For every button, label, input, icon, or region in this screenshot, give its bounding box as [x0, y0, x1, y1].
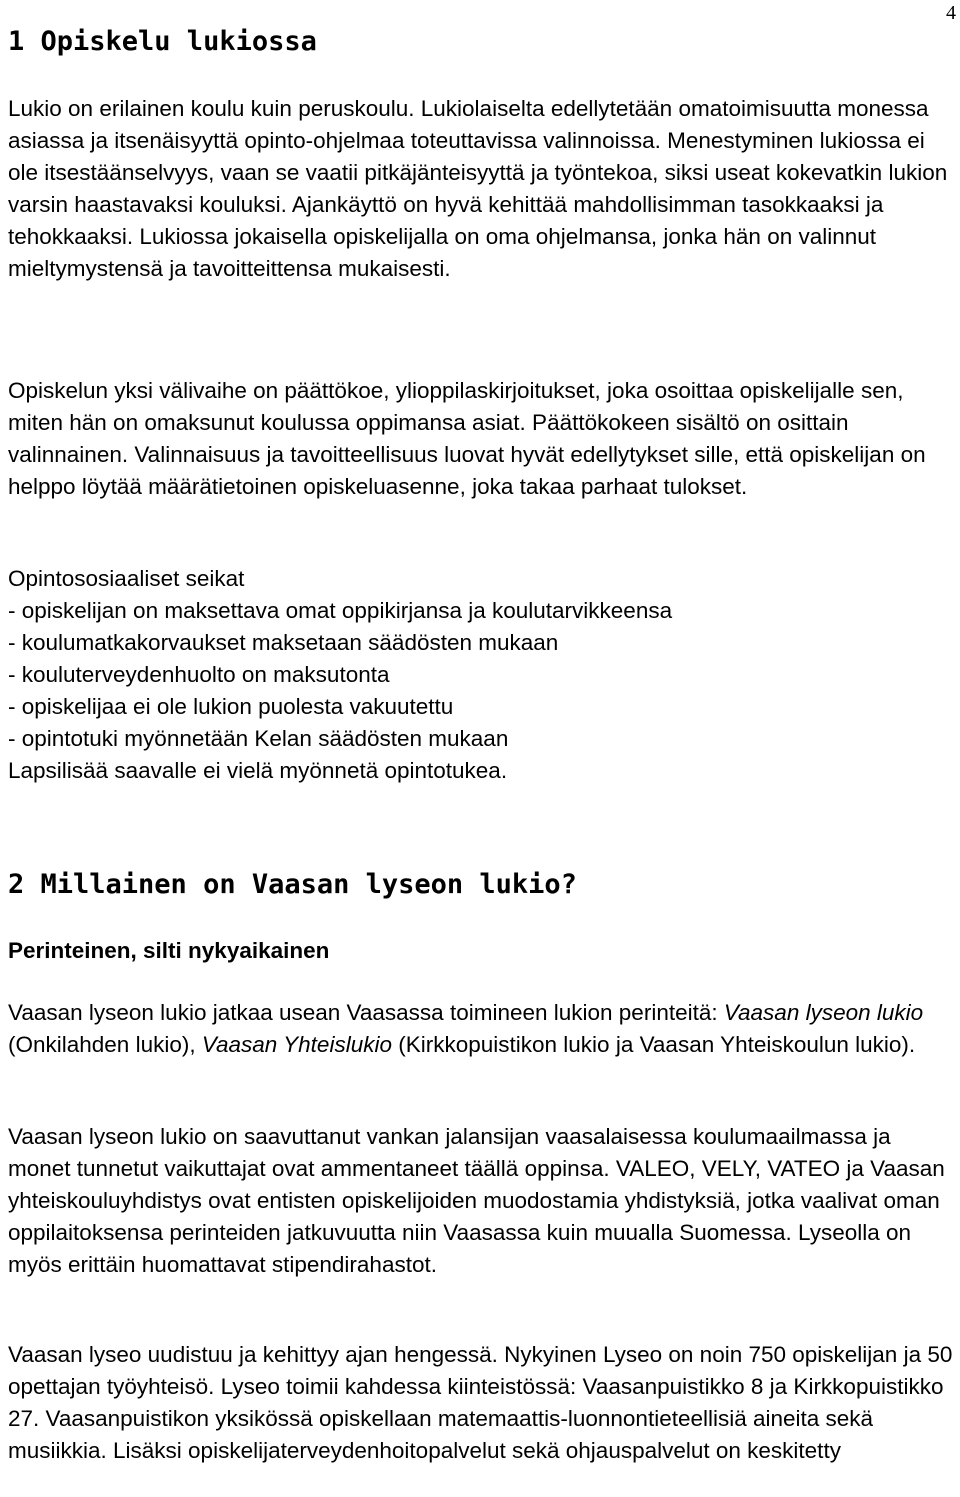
section-1-title: 1 Opiskelu lukiossa — [8, 26, 317, 57]
school-name-italic: Vaasan Yhteislukio — [201, 1032, 392, 1057]
list-item: - opiskelijaa ei ole lukion puolesta vakuutettu — [8, 694, 454, 719]
section-2-title: 2 Millainen on Vaasan lyseon lukio? — [8, 869, 577, 900]
page-number: 4 — [946, 2, 956, 24]
paragraph-text: (Onkilahden lukio), — [8, 1032, 202, 1057]
paragraph-text: (Kirkkopuistikon lukio ja Vaasan Yhteiskoulun lukio). — [391, 1032, 916, 1057]
section-2-paragraph-1 — [8, 997, 958, 1061]
section-1-paragraph-1: Lukio on erilainen koulu kuin peruskoulu. Lukiolaiselta edellytetään omatoimisuutta monessa asiassa ja itsenäisyyttä opinto-ohjelmaa toteuttavissa valinnoissa. Menestyminen lukiossa ei ole itsestäänselvyys, vaan se vaatii pitkäjänteisyyttä ja työntekoa, siksi useat kokevatkin lukion varsin haastavaksi kouluksi. Ajankäyttö on hyvä kehittää mahdollisimman tasokkaaksi ja tehokkaaksi. Lukiossa jokaisella opiskelijalla on oma ohjelmansa, jonka hän on valinnut mieltymystensä ja tavoitteittensa mukaisesti. — [8, 96, 948, 281]
list-item: - kouluterveydenhuolto on maksutonta — [8, 662, 390, 687]
section-1-paragraph-2: Opiskelun yksi välivaihe on päättökoe, ylioppilaskirjoitukset, joka osoittaa opiskelijalle sen, miten hän on omaksunut koulussa oppimansa asiat. Päättökokeen sisältö on osittain valinnainen. Valinnaisuus ja tavoitteellisuus luovat hyvät edellytykset sille, että opiskelijan on helppo löytää määrätietoinen opiskeluasenne, joka takaa parhaat tulokset. — [8, 378, 926, 499]
paragraph-text: Vaasan lyseon lukio jatkaa usean Vaasassa toimineen lukion perinteitä: — [8, 1000, 724, 1025]
list-item: - koulumatkakorvaukset maksetaan säädösten mukaan — [8, 630, 559, 655]
school-name-italic: Vaasan lyseon lukio — [723, 1000, 924, 1025]
section-2-paragraph-2: Vaasan lyseon lukio on saavuttanut vankan jalansijan vaasalaisessa koulumaailmassa ja monet tunnetut vaikuttajat ovat ammentaneet täällä oppinsa. VALEO, VELY, VATEO ja Vaasan yhteiskouluyhdistys ovat entisten opiskelijoiden muodostamia yhdistyksiä, jotka vaalivat oman oppilaitoksensa perinteiden jatkuvuutta niin Vaasassa kuin muualla Suomessa. Lyseolla on myös erittäin huomattavat stipendirahastot. — [8, 1124, 945, 1277]
social-matters-heading: Opintososiaaliset seikat — [8, 566, 245, 591]
social-matters-note: Lapsilisää saavalle ei vielä myönnetä opintotukea. — [8, 758, 508, 783]
section-2-paragraph-3: Vaasan lyseo uudistuu ja kehittyy ajan hengessä. Nykyinen Lyseo on noin 750 opiskelijan ja 50 opettajan työyhteisö. Lyseo toimii kahdessa kiinteistössä: Vaasanpuistikko 8 ja Kirkkopuistikko 27. Vaasanpuistikon yksikössä opiskellaan matemaattis-luonnontieteellisiä aineita sekä musiikkia. Lisäksi opiskelijaterveydenhoitopalvelut sekä ohjauspalvelut on keskitetty — [8, 1342, 953, 1463]
list-item: - opintotuki myönnetään Kelan säädösten mukaan — [8, 726, 509, 751]
social-matters-block — [8, 563, 958, 787]
list-item: - opiskelijan on maksettava omat oppikirjansa ja koulutarvikkeensa — [8, 598, 673, 623]
section-2-subheading: Perinteinen, silti nykyaikainen — [8, 938, 330, 963]
social-matters-list — [8, 595, 958, 755]
